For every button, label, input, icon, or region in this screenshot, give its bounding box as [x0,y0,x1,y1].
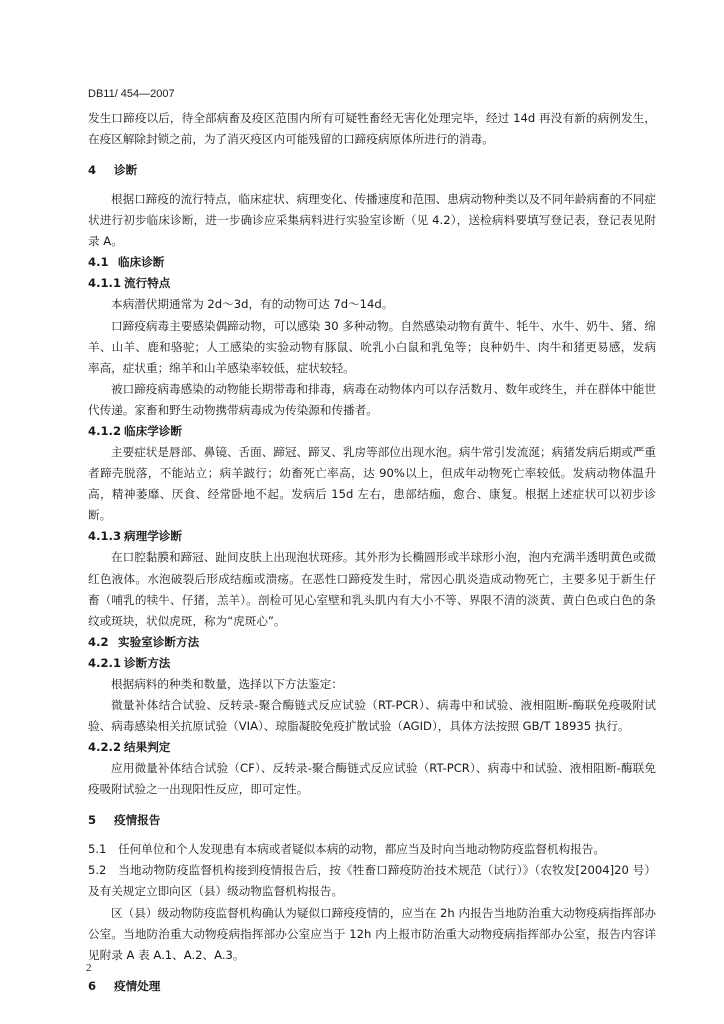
document-id: DB11/ 454—2007 [88,88,175,100]
paragraph: 根据病料的种类和数量，选择以下方法鉴定： [111,676,343,691]
section-heading [88,810,656,831]
paragraph: 应用微量补体结合试验（CF）、反转录-聚合酶链式反应试验（RT-PCR）、病毒中和试验、液相阻断-酶联免疫吸附试验之一出现阳性反应，即可定性。 [88,761,656,797]
heading-number: 4.1 [88,255,109,270]
paragraph: 5.1 任何单位和个人发现患有本病或者疑似本病的动物，都应当及时向当地动物防疫监督机构报告。 [88,842,605,857]
heading-title: 诊断方法 [124,655,171,670]
section-heading [88,976,656,997]
heading-number: 5 [88,813,97,828]
subsection-heading [88,273,656,294]
page-number: 2 [86,962,92,974]
heading-title: 疫情报告 [114,813,161,828]
heading-title: 流行特点 [124,276,171,291]
heading-number: 4.1.2 [88,424,122,439]
heading-title: 实验室诊断方法 [118,634,200,649]
heading-title: 病理学诊断 [124,529,182,544]
heading-number: 4.2.2 [88,740,122,755]
paragraph: 本病潜伏期通常为 2d～3d，有的动物可达 7d～14d。 [111,297,394,312]
paragraph: 5.2 当地动物防疫监督机构接到疫情报告后，按《牲畜口蹄疫防治技术规范（试行）》（农牧发[2004]20 号）及有关规定立即向区（县）级动物监督机构报告。 [88,863,656,899]
paragraph: 口蹄疫病毒主要感染偶蹄动物，可以感染 30 多种动物。自然感染动物有黄牛、牦牛、水牛、奶牛、猪、绵羊、山羊、鹿和骆驼；人工感染的实验动物有豚鼠、吮乳小白鼠和乳兔等；良种奶牛、肉牛和猪更易感，发病率高，症状重；绵羊和山羊感染率较低，症状较轻。 [88,318,656,375]
heading-number: 6 [88,978,97,993]
paragraph: 根据口蹄疫的流行特点，临床症状、病理变化、传播速度和范围、患病动物种类以及不同年龄病畜的不同症状进行初步临床诊断，进一步确诊应采集病料进行实验室诊断（见 4.2），送检病料要填写登记表，登记表见附录 A。 [88,192,656,249]
heading-number: 4.1.1 [88,276,122,291]
paragraph: 在口腔黏膜和蹄冠、趾间皮肤上出现泡状斑疹。其外形为长椭圆形或半球形小泡，泡内充满半透明黄色或微红色液体。水泡破裂后形成结痂或溃疡。在恶性口蹄疫发生时，常因心肌炎造成动物死亡，主要多见于新生仔畜（哺乳的犊牛、仔猪，羔羊）。剖检可见心室壁和乳头肌内有大小不等、界限不清的淡黄、黄白色或白色的条纹或斑块，状似虎斑，称为“虎斑心”。 [88,550,656,628]
subsection-heading [88,526,656,547]
paragraph: 微量补体结合试验、反转录-聚合酶链式反应试验（RT-PCR）、病毒中和试验、液相阻断-酶联免疫吸附试验、病毒感染相关抗原试验（VIA）、琼脂凝胶免疫扩散试验（AGID），具体方法按照 GB/T 18935 执行。 [88,697,656,733]
heading-title: 诊断 [114,163,138,178]
heading-title: 临床诊断 [118,255,165,270]
heading-title: 临床学诊断 [124,424,182,439]
paragraph: 被口蹄疫病毒感染的动物能长期带毒和排毒，病毒在动物体内可以存活数月、数年或终生，并在群体中能世代传递。家畜和野生动物携带病毒成为传染源和传播者。 [88,381,656,417]
heading-number: 4 [88,163,97,178]
paragraph: 发生口蹄疫以后，待全部病畜及疫区范围内所有可疑牲畜经无害化处理完毕，经过 14d 再没有新的病例发生，在疫区解除封锁之前，为了消灭疫区内可能残留的口蹄疫病原体所进行的消毒。 [88,111,656,147]
heading-title: 疫情处理 [114,978,161,993]
subsection-heading [88,421,656,442]
subsection-heading [88,252,656,273]
subsection-heading [88,653,656,674]
paragraph: 主要症状是唇部、鼻镜、舌面、蹄冠、蹄叉、乳房等部位出现水泡。病牛常引发流涎；病猪发病后期或严重者蹄壳脱落，不能站立；病羊跛行；幼畜死亡率高，达 90%以上，但成年动物死亡率较低。发病动物体温升高，精神萎靡、厌食、经常卧地不起。发病后 15d 左右，患部结痂，愈合、康复。根据上述症状可以初步诊断。 [88,445,656,523]
paragraph: 区（县）级动物防疫监督机构确认为疑似口蹄疫疫情的，应当在 2h 内报告当地防治重大动物疫病指挥部办公室。当地防治重大动物疫病指挥部办公室应当于 12h 内上报市防治重大动物疫病指挥部办公室，报告内容详见附录 A 表 A.1、A.2、A.3。 [88,905,656,962]
heading-number: 4.2 [88,634,109,649]
document-body [88,108,656,1005]
heading-number: 4.2.1 [88,655,122,670]
subsection-heading [88,737,656,758]
heading-number: 4.1.3 [88,529,122,544]
subsection-heading [88,632,656,653]
section-heading [88,160,656,181]
heading-title: 结果判定 [124,740,171,755]
